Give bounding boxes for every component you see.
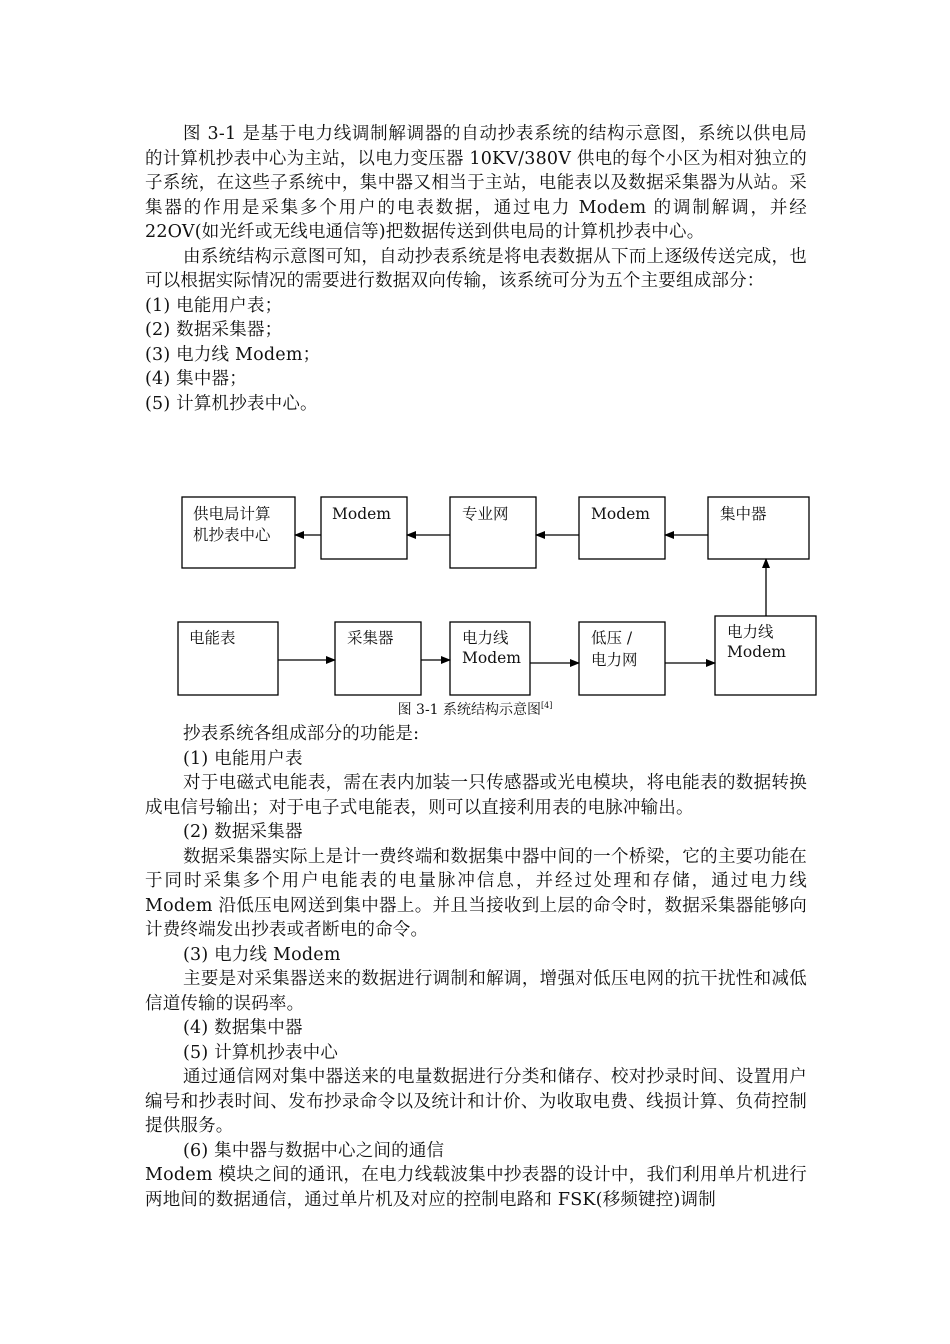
body-section: [145, 722, 807, 1212]
box-dedicated-network: [450, 497, 536, 568]
box-concentrator: [708, 497, 809, 559]
box-label: Modem: [462, 649, 521, 667]
paragraph: Modem 模块之间的通讯，在电力线载波集中抄表器的设计中，我们利用单片机进行两地间的数据通信，通过单片机及对应的控制电路和 FSK(移频键控)调制: [145, 1165, 807, 1210]
paragraph: 主要是对采集器送来的数据进行调制和解调，增强对低压电网的抗干扰性和减低信道传输的误码率。: [145, 969, 807, 1014]
caption-reference: [4]: [541, 701, 553, 710]
figure-caption: [0, 696, 950, 720]
paragraph: 对于电磁式电能表，需在表内加装一只传感器或光电模块，将电能表的数据转换成电信号输出；对于电子式电能表，则可以直接利用表的电脉冲输出。: [145, 773, 807, 818]
paragraph: 数据采集器实际上是计一费终端和数据集中器中间的一个桥梁，它的主要功能在于同时采集多个用户电能表的电量脉冲信息，并经过处理和存储，通过电力线 Modem 沿低压电网送到集中器上。并且当接收到上层的命令时，数据采集器能够向计费终端发出抄表或者断电的命令。: [145, 846, 807, 940]
subheading: (2) 数据采集器: [183, 822, 303, 842]
list-item: (1) 电能用户表；: [145, 295, 283, 316]
box-label: 机抄表中心: [193, 526, 271, 544]
list-item: (2) 数据采集器；: [145, 320, 283, 340]
box-label: 电力线: [462, 629, 509, 647]
box-label: Modem: [332, 505, 391, 523]
paragraph: 通过通信网对集中器送来的电量数据进行分类和储存、校对抄录时间、设置用户编号和抄表时间、发布抄录命令以及统计和计价、为收取电费、线损计算、负荷控制提供服务。: [145, 1067, 807, 1136]
box-label: Modem: [727, 643, 786, 661]
box-low-voltage-grid: [579, 622, 665, 695]
box-label: 专业网: [462, 505, 509, 523]
list-item: (5) 计算机抄表中心。: [145, 393, 318, 414]
paragraph-intro-1: 图 3-1 是基于电力线调制解调器的自动抄表系统的结构示意图，系统以供电局的计算机抄表中心为主站，以电力变压器 10KV/380V 供电的每个小区为相对独立的子系统，在这些子系统中，集中器又相当于主站，电能表以及数据采集器为从站。采集器的作用是采集多个用户的电表数据，通过电力 Modem 的调制解调，并经 22OV(如光纤或无线电通信等)把数据传送到供电局的计算机抄表中心。: [145, 124, 807, 242]
subheading: (5) 计算机抄表中心: [183, 1042, 339, 1063]
box-label: 供电局计算: [193, 505, 271, 523]
box-modem-top-left: [321, 497, 407, 559]
box-modem-top-right: [579, 497, 665, 559]
box-powerline-modem-right: [715, 616, 816, 695]
box-energy-meter: [178, 622, 278, 695]
box-label: 低压 /: [591, 629, 633, 647]
box-label: 集中器: [720, 505, 767, 523]
subheading: (6) 集中器与数据中心之间的通信: [183, 1140, 445, 1161]
list-item: (4) 集中器；: [145, 369, 247, 389]
box-powerline-modem-left: [450, 622, 530, 695]
paragraph-lead: 抄表系统各组成部分的功能是:: [183, 724, 420, 744]
box-label: 电力网: [591, 651, 638, 669]
subheading: (4) 数据集中器: [183, 1018, 303, 1038]
box-collector: [335, 622, 421, 695]
list-item: (3) 电力线 Modem；: [145, 344, 321, 365]
box-billing-center: [182, 497, 295, 568]
subheading: (3) 电力线 Modem: [183, 944, 341, 965]
box-label: 采集器: [347, 629, 394, 647]
box-label: Modem: [591, 505, 650, 523]
paragraph-intro-2: 由系统结构示意图可知，自动抄表系统是将电表数据从下而上逐级传送完成，也可以根据实际情况的需要进行数据双向传输，该系统可分为五个主要组成部分：: [145, 246, 807, 291]
box-label: 电能表: [189, 629, 236, 647]
box-label: 电力线: [727, 623, 774, 641]
caption-text: 图 3-1 系统结构示意图: [397, 702, 542, 718]
subheading: (1) 电能用户表: [183, 748, 303, 769]
